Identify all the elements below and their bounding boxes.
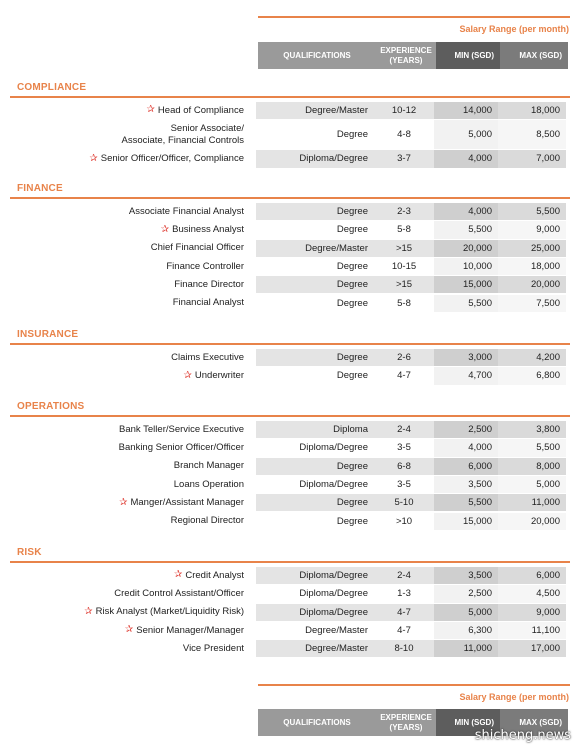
max-salary-cell: 5,000 [498,476,566,493]
header-min: MIN (SGD) [436,709,500,736]
max-salary-cell: 25,000 [498,240,566,257]
job-title: Finance Controller [166,260,244,272]
qualifications-cell: Diploma/Degree [256,150,374,167]
job-title-cell [10,640,256,657]
min-salary-cell: 5,500 [434,295,498,312]
section-title: INSURANCE [17,329,79,340]
min-salary-cell: 11,000 [434,640,498,657]
job-title-cell [10,622,256,639]
max-salary-cell: 6,000 [498,567,566,584]
experience-cell: 10-12 [374,102,434,119]
min-salary-cell: 2,500 [434,421,498,438]
max-salary-cell: 4,200 [498,349,566,366]
table-row [10,640,570,657]
qualifications-cell: Diploma/Degree [299,588,368,600]
experience-cell: 2-4 [374,567,434,584]
header-max: MAX (SGD) [500,42,568,69]
experience-cell: 6-8 [374,458,434,475]
table-row [10,476,570,493]
max-salary-cell: 20,000 [498,276,566,293]
min-salary-cell: 3,500 [434,476,498,493]
table-row [10,494,570,511]
max-salary-cell: 17,000 [498,640,566,657]
job-title-cell [10,150,256,167]
qualifications-cell: Degree [336,261,368,273]
qualifications-cell: Degree [256,276,374,293]
qualifications-cell: Degree [336,297,368,309]
experience-cell: >15 [374,276,434,293]
max-salary-cell: 6,800 [498,367,566,384]
job-title: Vice President [182,642,244,654]
experience-cell: >10 [395,515,413,527]
section-title: OPERATIONS [17,401,85,412]
job-title-cell [10,585,256,602]
star-icon: ✰ [160,223,170,235]
experience-cell: 3-5 [397,442,411,454]
qualifications-cell: Degree [336,370,368,382]
table-row [10,102,570,119]
job-title: Manger/Assistant Manager [130,496,244,508]
table-row [10,203,570,220]
section-title: COMPLIANCE [17,82,87,93]
min-salary-cell: 5,000 [434,120,498,149]
max-salary-cell: 20,000 [498,513,566,530]
qualifications-cell: Diploma/Degree [299,479,368,491]
job-title: Associate Financial Analyst [128,205,244,217]
job-title-cell [10,120,256,149]
max-salary-cell: 18,000 [498,102,566,119]
job-title-cell [10,258,256,275]
job-title-cell [10,295,256,312]
qualifications-cell: Degree/Master [305,625,368,637]
qualifications-cell: Degree [336,224,368,236]
job-title-cell [10,367,256,384]
experience-cell: 5-8 [397,224,411,236]
star-icon: ✰ [84,605,93,617]
min-salary-cell: 14,000 [434,102,498,119]
job-title: Finance Director [174,278,244,290]
job-title-cell [10,513,256,530]
job-title: Chief Financial Officer [150,242,244,254]
experience-cell: >15 [374,240,434,257]
min-salary-cell: 15,000 [434,276,498,293]
bottom-header-rule [258,684,570,686]
qualifications-cell: Degree/Master [256,640,374,657]
salary-range-label-top: Salary Range (per month) [459,24,569,34]
min-salary-cell: 3,000 [434,349,498,366]
min-salary-cell: 2,500 [434,585,498,602]
table-row [10,513,570,530]
min-salary-cell: 4,000 [434,203,498,220]
table-row [10,458,570,475]
column-header-top [258,42,568,69]
job-title-cell [10,494,256,511]
job-title-cell [10,221,256,238]
job-title: Credit Analyst [185,569,244,581]
min-salary-cell: 5,500 [434,494,498,511]
header-experience: EXPERIENCE (YEARS) [376,709,436,736]
min-salary-cell: 5,500 [434,221,498,238]
job-title: Financial Analyst [172,297,244,309]
table-row [10,585,570,602]
job-title-cell [10,567,256,584]
qualifications-cell: Degree [256,349,374,366]
job-title: Senior Manager/Manager [136,624,244,636]
section-rule [10,343,570,345]
experience-cell: 5-8 [397,297,411,309]
max-salary-cell: 9,000 [498,221,566,238]
job-title-cell [10,604,256,621]
experience-cell: 2-6 [374,349,434,366]
job-title: Bank Teller/Service Executive [119,423,244,435]
job-title-cell [10,476,256,493]
experience-cell: 4-7 [397,370,411,382]
experience-cell: 10-15 [391,261,417,273]
job-title-cell [10,240,256,257]
star-icon: ✰ [124,624,134,636]
table-row [10,150,570,167]
header-min: MIN (SGD) [436,42,500,69]
min-salary-cell: 4,000 [434,150,498,167]
min-salary-cell: 20,000 [434,240,498,257]
qualifications-cell: Diploma/Degree [299,442,368,454]
job-title-cell [10,102,256,119]
star-icon: ✰ [183,369,192,381]
job-title: Business Analyst [172,224,244,235]
min-salary-cell: 6,000 [434,458,498,475]
qualifications-cell: Degree/Master [256,102,374,119]
header-qualifications: QUALIFICATIONS [258,709,376,736]
experience-cell: 4-7 [397,625,411,637]
max-salary-cell: 8,000 [498,458,566,475]
job-title-cell [10,203,256,220]
table-row [10,367,570,384]
header-qualifications: QUALIFICATIONS [258,42,376,69]
qualifications-cell: Degree [336,129,368,141]
min-salary-cell: 15,000 [434,513,498,530]
section-title: RISK [17,547,42,558]
table-row [10,604,570,621]
table-row [10,295,570,312]
qualifications-cell: Diploma/Degree [256,567,374,584]
min-salary-cell: 6,300 [434,622,498,639]
experience-cell: 2-3 [374,203,434,220]
star-icon: ✰ [173,569,183,581]
max-salary-cell: 11,000 [498,494,566,511]
section-rule [10,415,570,417]
section-rule [10,197,570,199]
table-row [10,120,570,149]
table-row [10,221,570,238]
min-salary-cell: 4,000 [434,439,498,456]
experience-cell: 3-7 [374,150,434,167]
job-title: Banking Senior Officer/Officer [118,442,244,453]
max-salary-cell: 4,500 [498,585,566,602]
experience-cell: 5-10 [374,494,434,511]
table-row [10,240,570,257]
job-title: Underwriter [194,370,244,381]
experience-cell: 3-5 [397,479,411,491]
star-icon: ✰ [146,104,155,116]
max-salary-cell: 8,500 [498,120,566,149]
table-row [10,439,570,456]
max-salary-cell: 11,100 [498,622,566,639]
table-row [10,622,570,639]
job-title: Loans Operation [173,478,244,490]
experience-cell: 4-7 [374,604,434,621]
max-salary-cell: 7,500 [498,295,566,312]
qualifications-cell: Degree [256,203,374,220]
job-title-cell [10,439,256,456]
table-row [10,421,570,438]
watermark: shicheng.news [474,728,571,743]
job-title: Senior Associate/ Associate, Financial Controls [121,122,244,146]
job-title-cell [10,421,256,438]
qualifications-cell: Degree [256,494,374,511]
job-title: Credit Control Assistant/Officer [114,588,244,599]
job-title-cell [10,349,256,366]
max-salary-cell: 9,000 [498,604,566,621]
max-salary-cell: 5,500 [498,203,566,220]
star-icon: ✰ [89,152,98,164]
section-rule [10,561,570,563]
job-title: Branch Manager [173,460,244,472]
top-header-rule [258,16,570,18]
table-row [10,567,570,584]
salary-range-label-bottom: Salary Range (per month) [459,692,569,702]
section-rule [10,96,570,98]
experience-cell: 2-4 [374,421,434,438]
max-salary-cell: 5,500 [498,439,566,456]
job-title: Head of Compliance [157,104,244,116]
experience-cell: 4-8 [397,129,411,141]
table-row [10,349,570,366]
experience-cell: 8-10 [374,640,434,657]
job-title-cell [10,276,256,293]
section-title: FINANCE [17,183,63,194]
star-icon: ✰ [119,496,128,508]
qualifications-cell: Degree/Master [256,240,374,257]
max-salary-cell: 7,000 [498,150,566,167]
min-salary-cell: 3,500 [434,567,498,584]
qualifications-cell: Diploma [256,421,374,438]
qualifications-cell: Degree [256,458,374,475]
header-experience: EXPERIENCE (YEARS) [376,42,436,69]
job-title: Claims Executive [171,351,244,363]
job-title-cell [10,458,256,475]
min-salary-cell: 5,000 [434,604,498,621]
qualifications-cell: Diploma/Degree [256,604,374,621]
min-salary-cell: 10,000 [434,258,498,275]
min-salary-cell: 4,700 [434,367,498,384]
job-title: Risk Analyst (Market/Liquidity Risk) [95,606,244,618]
qualifications-cell: Degree [336,515,368,527]
job-title: Senior Officer/Officer, Compliance [100,153,244,164]
max-salary-cell: 3,800 [498,421,566,438]
header-max: MAX (SGD) [500,709,568,736]
table-row [10,258,570,275]
table-row [10,276,570,293]
job-title: Regional Director [170,515,244,527]
experience-cell: 1-3 [397,588,411,600]
max-salary-cell: 18,000 [498,258,566,275]
